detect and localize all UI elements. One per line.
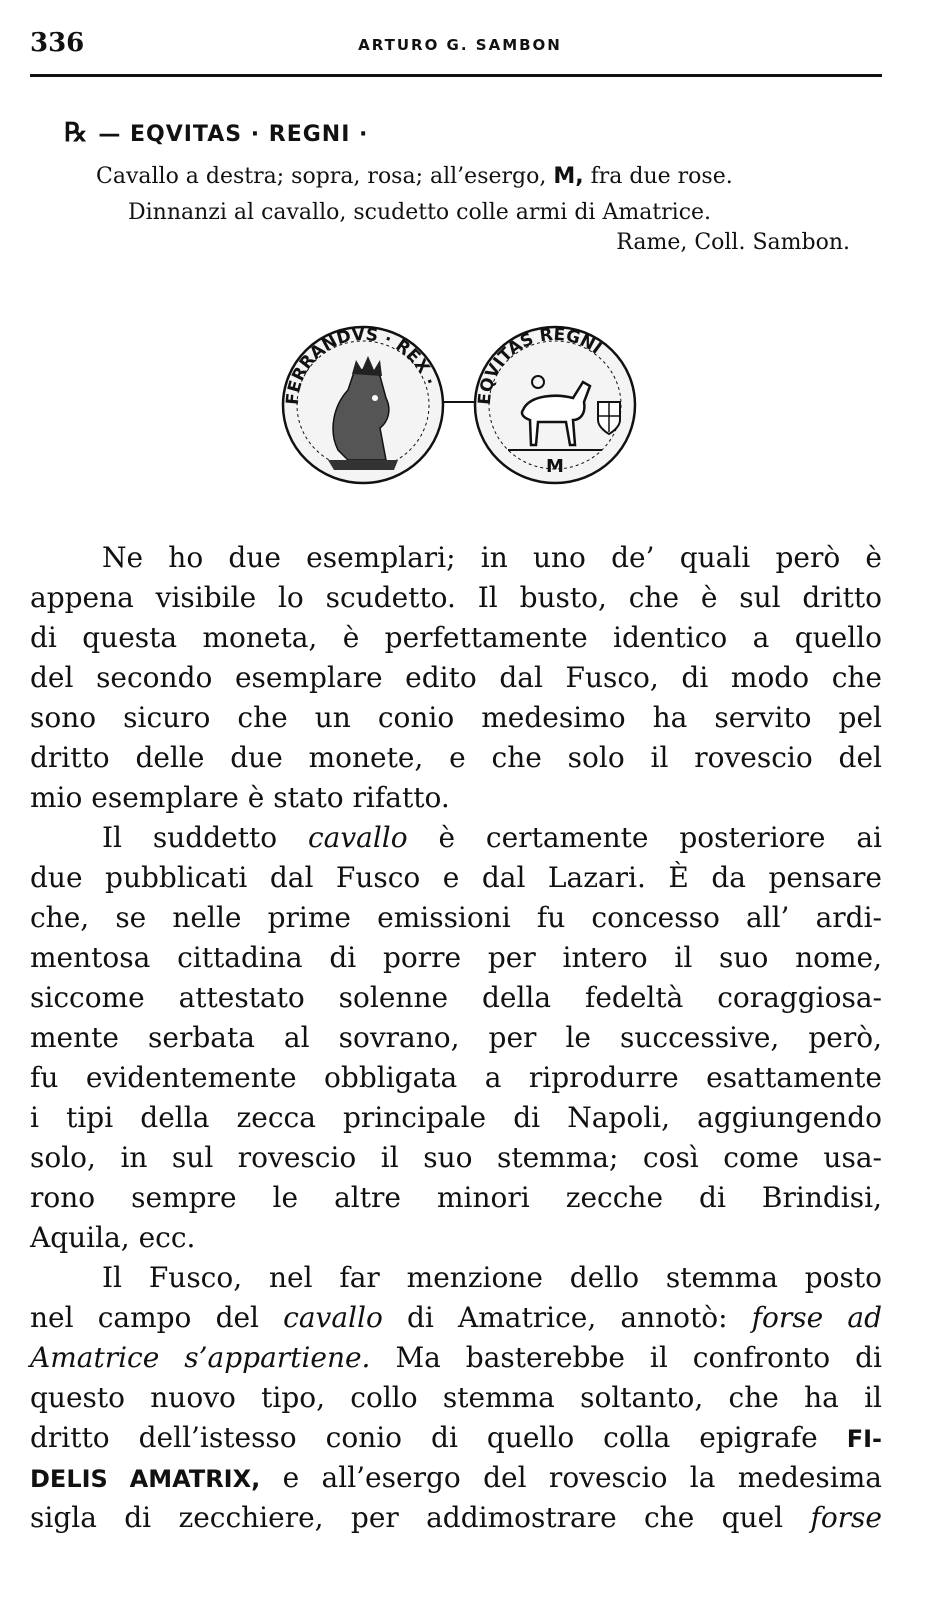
obverse-legend: FERRANDVS · REX · [282, 324, 440, 406]
text-line: mio esemplare è stato rifatto. [30, 781, 450, 814]
text-run: e all’esergo del rovescio la medesima [282, 1461, 883, 1494]
paragraph-2 [30, 818, 882, 1258]
text-line: che, se nelle prime emissioni fu concesso all’ ardi- [30, 901, 882, 934]
text-line: i tipi della zecca principale di Napoli, aggiungendo [30, 1101, 882, 1134]
text-line: appena visibile lo scudetto. Il busto, che è sul dritto [30, 581, 882, 614]
italic-run: forse [810, 1501, 882, 1534]
running-head: ARTURO G. SAMBON [358, 36, 562, 54]
desc-text: Cavallo a destra; sopra, rosa; all’esergo, [96, 164, 547, 189]
text-line: Aquila, ecc. [30, 1221, 196, 1254]
header-rule [30, 74, 882, 77]
eye-mark [372, 395, 378, 401]
text-line: rono sempre le altre minori zecche di Brindisi, [30, 1181, 882, 1214]
italic-run: cavallo [307, 821, 408, 854]
bold-run: FI- [846, 1425, 882, 1453]
text-line: di questa moneta, è perfettamente identico a quello [30, 621, 882, 654]
text-line [30, 818, 882, 858]
text-run: Il suddetto [102, 821, 278, 854]
italic-run: Amatrice s’appartiene. [30, 1341, 371, 1374]
text-line: due pubblicati dal Fusco e dal Lazari. È da pensare [30, 861, 882, 894]
reverse-symbol: ℞ [64, 118, 89, 148]
reverse-legend: — EQVITAS · REGNI · [98, 122, 369, 147]
italic-run: forse ad [751, 1301, 882, 1334]
exergue-mark: M [546, 456, 564, 477]
reverse-entry [64, 118, 884, 148]
page-header [30, 28, 890, 64]
page-number: 336 [30, 28, 85, 58]
text-line: siccome attestato solenne della fedeltà coraggiosa- [30, 981, 882, 1014]
paragraph-1 [30, 538, 882, 818]
text-run: sigla di zecchiere, per addimostrare che quel [30, 1501, 784, 1534]
mint-mark: M, [553, 164, 584, 189]
text-line: sono sicuro che un conio medesimo ha servito pel [30, 701, 882, 734]
text-line [30, 1418, 882, 1458]
text-line: Ne ho due esemplari; in uno de’ quali però è [102, 541, 882, 574]
text-line [30, 1498, 882, 1538]
text-line: questo nuovo tipo, collo stemma soltanto, che ha il [30, 1381, 882, 1414]
text-run: dritto dell’istesso conio di quello colla epigrafe [30, 1421, 818, 1454]
coin-illustration [268, 310, 648, 500]
coin-figure-svg [268, 310, 648, 500]
bust-base [328, 460, 398, 470]
obverse-coin [283, 325, 443, 483]
text-line [30, 1298, 882, 1338]
text-line [30, 1338, 882, 1378]
bold-run: DELIS AMATRIX, [30, 1465, 261, 1493]
reverse-legend-line [64, 118, 884, 148]
text-line: dritto delle due monete, e che solo il rovescio del [30, 741, 882, 774]
text-line: fu evidentemente obbligata a riprodurre esattamente [30, 1061, 882, 1094]
reverse-coin-legend: EQVITAS REGNI [474, 324, 606, 406]
desc-text: fra due rose. [590, 164, 733, 189]
text-line: mentosa cittadina di porre per intero il suo nome, [30, 941, 882, 974]
reverse-description-line-2: Dinnanzi al cavallo, scudetto colle armi di Amatrice. [128, 200, 712, 225]
text-line: mente serbata al sovrano, per le successive, però, [30, 1021, 882, 1054]
text-run: di Amatrice, annotò: [406, 1301, 728, 1334]
text-line: Il Fusco, nel far menzione dello stemma posto [102, 1261, 882, 1294]
text-line: solo, in sul rovescio il suo stemma; così come usa- [30, 1141, 882, 1174]
text-run: nel campo del [30, 1301, 260, 1334]
reverse-coin [475, 325, 635, 483]
source-note: Rame, Coll. Sambon. [616, 230, 850, 255]
text-run: è certamente posteriore ai [438, 821, 882, 854]
text-line: del secondo esemplare edito dal Fusco, di modo che [30, 661, 882, 694]
text-run: Ma basterebbe il confronto di [395, 1341, 882, 1374]
italic-run: cavallo [283, 1301, 383, 1334]
paragraph-3 [30, 1258, 882, 1538]
text-line [30, 1458, 882, 1498]
reverse-description-line-1 [96, 158, 876, 196]
